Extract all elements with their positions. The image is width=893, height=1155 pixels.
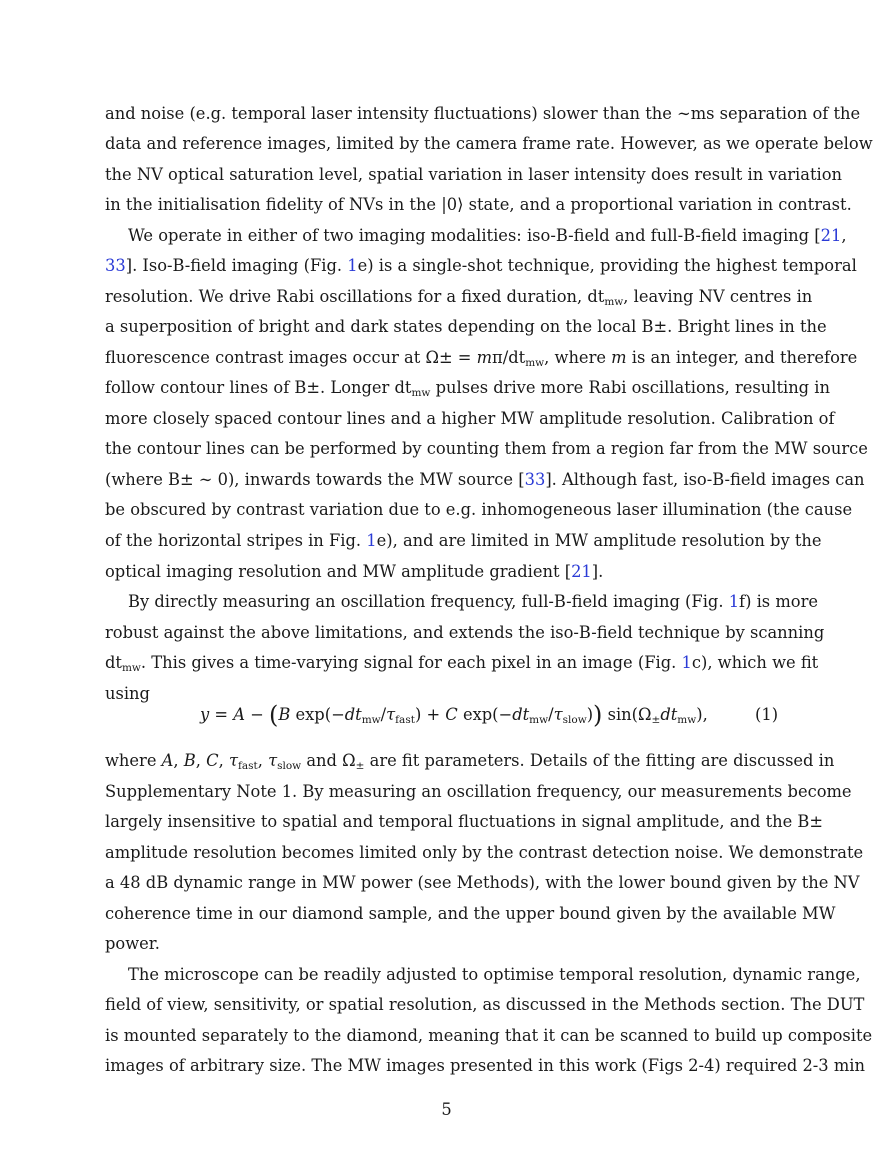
- figure-link[interactable]: 1: [366, 531, 377, 550]
- p3-line-2: robust against the above limitations, and extends the iso-B-field technique by scanning: [105, 623, 825, 642]
- p2-line-3: resolution. We drive Rabi oscillations for a fixed duration, $dt_{mw}$, leaving NV centres in: [105, 287, 813, 308]
- p4-line-1: where A, B, C, $\tau_{fast}$, $\tau_{slow}$ and $\Omega_\pm$ are fit parameters. Details of the fitting are discussed in: [105, 751, 835, 772]
- p5-line-2: field of view, sensitivity, or spatial resolution, as discussed in the Methods section. The DUT: [105, 995, 865, 1014]
- text: By directly measuring an oscillation frequency, full-B-field imaging (Fig.: [128, 592, 729, 611]
- p4-line-2: Supplementary Note 1. By measuring an oscillation frequency, our measurements become: [105, 782, 852, 801]
- text: , leaving NV centres in: [623, 287, 813, 306]
- text: of the horizontal stripes in Fig.: [105, 531, 367, 550]
- text: is an integer, and therefore: [626, 348, 858, 367]
- equation-number: (1): [755, 705, 779, 724]
- text: resolution. We drive Rabi oscillations for a fixed duration, dt: [105, 287, 605, 306]
- text: (where B± ∼ 0), inwards towards the MW source [: [105, 470, 525, 489]
- p4-line-4: amplitude resolution becomes limited only by the contrast detection noise. We demonstrate: [105, 843, 864, 862]
- text: f) is more: [739, 592, 818, 611]
- p2-line-11: [105, 531, 822, 551]
- p2-line-7: more closely spaced contour lines and a higher MW amplitude resolution. Calibration of: [105, 409, 835, 428]
- p5-line-4: images of arbitrary size. The MW images presented in this work (Figs 2-4) required 2-3 min: [105, 1056, 865, 1075]
- p2-line-6: follow contour lines of B±. Longer $dt_{mw}$ pulses drive more Rabi oscillations, resulting in: [105, 378, 830, 399]
- text: pulses drive more Rabi oscillations, resulting in: [430, 378, 830, 397]
- p2-line-2: [105, 256, 857, 276]
- p1-line-4: in the initialisation fidelity of NVs in the |0⟩ state, and a proportional variation in contrast.: [105, 195, 852, 214]
- text: follow contour lines of B±. Longer dt: [105, 378, 412, 397]
- text: ].: [591, 562, 604, 581]
- text: c), which we fit: [691, 653, 819, 672]
- p2-line-9: [105, 470, 865, 490]
- p1-line-1: and noise (e.g. temporal laser intensity fluctuations) slower than the ∼ms separation of the: [105, 104, 861, 123]
- p4-line-7: power.: [105, 934, 160, 953]
- equation-1: y = A − (B $\exp(-dt_{mw}/\tau_{fast}) + C$ $\exp(-dt_{mw}/\tau_{slow})$) $\sin(\Omega_\pm dt_{mw})$,: [200, 701, 708, 729]
- citation-link[interactable]: 21: [571, 562, 592, 581]
- text: , where: [544, 348, 612, 367]
- p1-line-3: the NV optical saturation level, spatial variation in laser intensity does result in variation: [105, 165, 843, 184]
- citation-link[interactable]: 33: [524, 470, 546, 489]
- p2-line-10: be obscured by contrast variation due to e.g. inhomogeneous laser illumination (the cause: [105, 500, 853, 519]
- figure-link[interactable]: 1: [728, 592, 740, 611]
- p3-line-3: $dt_{mw}$. This gives a time-varying signal for each pixel in an image (Fig. 1c), which we fit: [105, 653, 819, 674]
- text: e) is a single-shot technique, providing the highest temporal: [357, 256, 857, 275]
- citation-link[interactable]: 21: [820, 226, 842, 245]
- p2-line-5: fluorescence contrast images occur at $\Omega\pm = m\pi/dt_{mw}$, where m is an integer, and therefore: [105, 348, 858, 369]
- page-number: 5: [441, 1100, 452, 1119]
- p2-line-4: a superposition of bright and dark states depending on the local B±. Bright lines in the: [105, 317, 827, 336]
- p4-line-5: a 48 dB dynamic range in MW power (see Methods), with the lower bound given by the NV: [105, 873, 860, 892]
- citation-link[interactable]: 33: [105, 256, 126, 275]
- p4-line-3: largely insensitive to spatial and temporal fluctuations in signal amplitude, and the B±: [105, 812, 824, 831]
- figure-link[interactable]: 1: [681, 653, 692, 672]
- p2-line-12: [105, 562, 785, 582]
- p4-line-6: coherence time in our diamond sample, and the upper bound given by the available MW: [105, 904, 836, 923]
- text: ,: [841, 226, 847, 245]
- p2-line-8: the contour lines can be performed by counting them from a region far from the MW source: [105, 439, 868, 458]
- text: ]. Although fast, iso-B-field images can: [545, 470, 865, 489]
- text: e), and are limited in MW amplitude resolution by the: [376, 531, 822, 550]
- text: π/dt: [492, 348, 526, 367]
- text: dt: [105, 653, 122, 672]
- text: ]. Iso-B-field imaging (Fig.: [125, 256, 348, 275]
- p5-line-3: is mounted separately to the diamond, meaning that it can be scanned to build up composite: [105, 1026, 873, 1045]
- p2-line-1: [128, 226, 847, 246]
- text: are fit parameters. Details of the fitting are discussed in: [369, 751, 835, 770]
- p1-line-2: data and reference images, limited by the camera frame rate. However, as we operate below: [105, 134, 873, 153]
- p5-line-1: The microscope can be readily adjusted to optimise temporal resolution, dynamic range,: [128, 965, 861, 984]
- text: . This gives a time-varying signal for each pixel in an image (Fig.: [140, 653, 682, 672]
- text: optical imaging resolution and MW amplitude gradient [: [105, 562, 572, 581]
- text: We operate in either of two imaging modalities: iso-B-field and full-B-field imaging [: [128, 226, 821, 245]
- figure-link[interactable]: 1: [347, 256, 358, 275]
- text: fluorescence contrast images occur at Ω± =: [105, 348, 477, 367]
- p3-line-4: using: [105, 684, 150, 703]
- p3-line-1: [128, 592, 818, 612]
